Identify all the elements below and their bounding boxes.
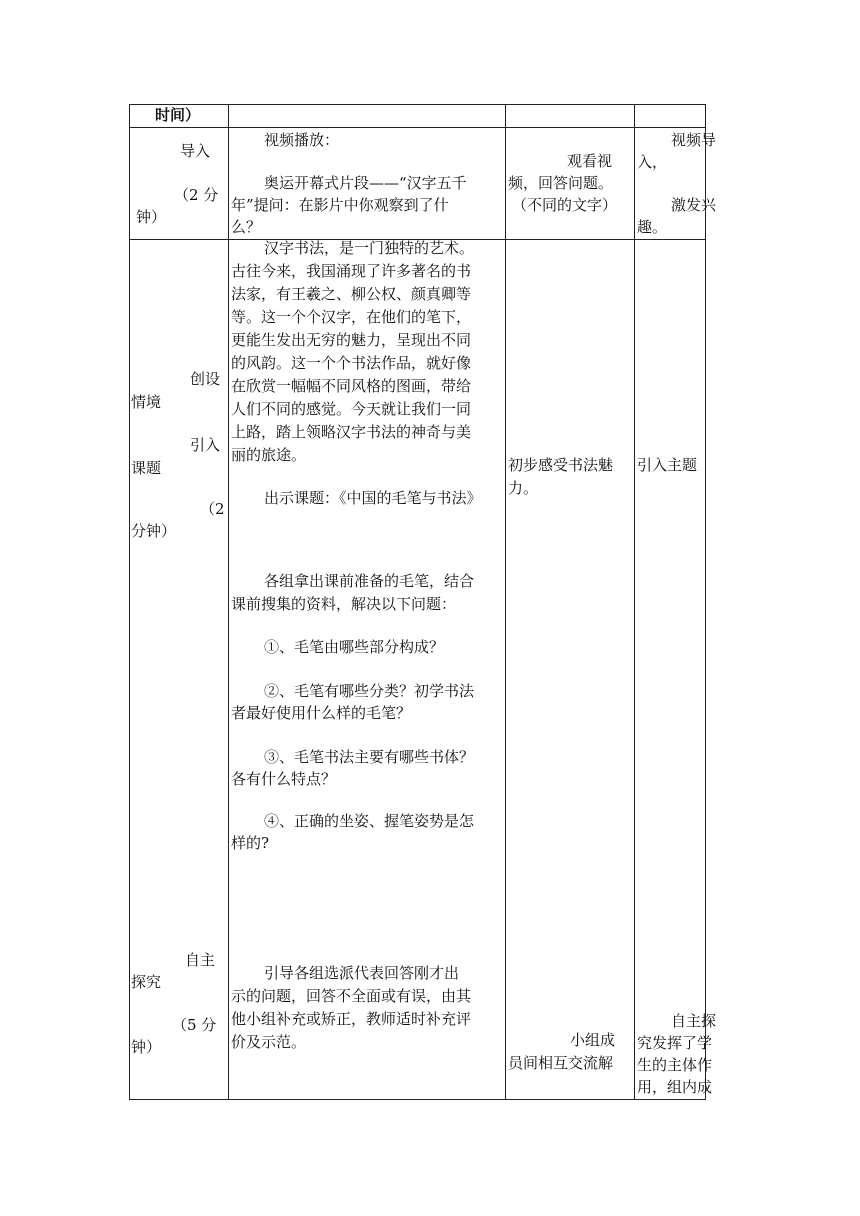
question-item: ③、毛笔书法主要有哪些书体？: [264, 748, 475, 766]
teacher-activity-line: 么？: [231, 218, 262, 236]
teacher-activity-line: 古往今来，我国涌现了许多著名的书: [231, 262, 472, 280]
table-border-left: [129, 104, 130, 1100]
table-rule-header: [129, 127, 706, 128]
stage-label: 自主: [185, 951, 216, 969]
teacher-activity-line: 课前搜集的资料，解决以下问题：: [231, 595, 457, 613]
table-border-right: [705, 104, 706, 1100]
teacher-activity-line: 他小组补充或矫正，教师适时补充评: [231, 1010, 472, 1028]
stage-duration: （2: [200, 500, 225, 518]
design-intent-line: 究发挥了学: [637, 1034, 713, 1052]
stage-duration: （5 分: [172, 1016, 217, 1034]
stage-label: 课题: [131, 459, 162, 477]
table-col-divider-1: [228, 104, 229, 1100]
teacher-activity-line: 法家，有王羲之、柳公权、颜真卿等: [231, 285, 472, 303]
teacher-activity-line: 引导各组选派代表回答刚才出: [264, 964, 460, 982]
teacher-activity-line: 年”提问：在影片中你观察到了什: [231, 196, 449, 214]
question-item: 者最好使用什么样的毛笔？: [231, 704, 412, 722]
question-item: ②、毛笔有哪些分类？初学书法: [264, 682, 475, 700]
table-col-divider-3: [634, 104, 635, 1100]
student-activity-line: 频，回答问题。: [508, 174, 614, 192]
teacher-activity-line: 人们不同的感觉。今天就让我们一同: [231, 400, 472, 418]
question-item: 各有什么特点？: [231, 770, 337, 788]
stage-intro-duration-unit: 钟）: [136, 208, 167, 226]
question-item: ④、正确的坐姿、握笔姿势是怎: [264, 812, 475, 830]
student-activity-line: 力。: [508, 479, 539, 497]
design-intent-line: 趣。: [637, 218, 668, 236]
student-activity-line: 观看视: [567, 152, 613, 170]
stage-label: 探究: [131, 973, 162, 991]
teacher-activity-line: 奥运开幕式片段——“汉字五千: [264, 174, 467, 192]
student-activity-line: 小组成: [570, 1031, 616, 1049]
student-activity-line: 员间相互交流解: [508, 1054, 614, 1072]
student-activity-line: （不同的文字）: [512, 196, 618, 214]
stage-intro-label: 导入: [180, 142, 211, 160]
question-item: 样的?: [231, 834, 270, 852]
teacher-activity-line: 在欣赏一幅幅不同风格的图画，带给: [231, 377, 472, 395]
stage-label: 创设: [190, 370, 221, 388]
teacher-activity-line: 的风韵。这一个个书法作品，就好像: [231, 354, 472, 372]
table-border-bottom: [129, 1099, 706, 1100]
question-item: ①、毛笔由哪些部分构成？: [264, 638, 445, 656]
stage-label: 引入: [190, 436, 221, 454]
stage-duration: 钟）: [131, 1038, 162, 1056]
teacher-activity-line: 等。这一个个汉字，在他们的笔下，: [231, 308, 472, 326]
design-intent-line: 视频导: [671, 131, 717, 149]
design-intent-line: 用，组内成: [637, 1078, 713, 1096]
lesson-title-line: 出示课题：《中国的毛笔与书法》: [264, 489, 482, 507]
table-col-divider-2: [505, 104, 506, 1100]
stage-label: 情境: [131, 393, 162, 411]
teacher-activity-line: 上路，踏上领略汉字书法的神奇与美: [231, 423, 472, 441]
design-intent-line: 引入主题: [637, 456, 698, 474]
design-intent-line: 自主探: [671, 1012, 717, 1030]
teacher-activity-line: 价及示范。: [231, 1033, 307, 1051]
teacher-activity-line: 更能生发出无穷的魅力，呈现出不同: [231, 331, 472, 349]
student-activity-line: 初步感受书法魅: [508, 456, 614, 474]
time-header: 时间）: [155, 106, 201, 124]
teacher-activity-line: 汉字书法，是一门独特的艺术。: [264, 239, 475, 257]
design-intent-line: 入，: [637, 153, 668, 171]
design-intent-line: 激发兴: [671, 196, 717, 214]
stage-intro-duration: （2 分: [174, 186, 219, 204]
teacher-activity-line: 丽的旅途。: [231, 446, 307, 464]
teacher-activity-line: 示的问题，回答不全面或有误，由其: [231, 987, 472, 1005]
teacher-activity-line: 视频播放：: [264, 131, 340, 149]
table-border-top: [129, 104, 706, 105]
teacher-activity-line: 各组拿出课前准备的毛笔，结合: [264, 572, 475, 590]
design-intent-line: 生的主体作: [637, 1056, 713, 1074]
stage-duration: 分钟）: [131, 522, 177, 540]
